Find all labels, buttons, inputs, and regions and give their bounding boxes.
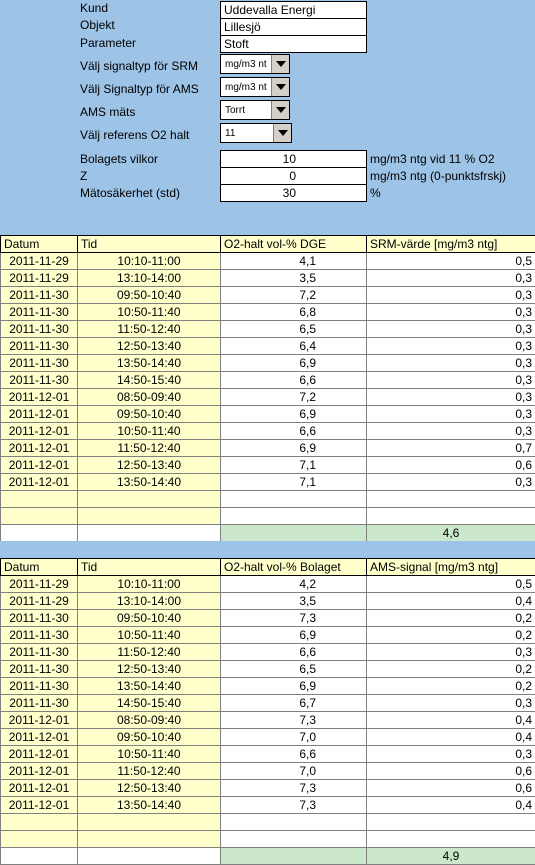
table-empty-row: [1, 831, 535, 848]
matosakerhet-field[interactable]: 30: [220, 184, 367, 202]
value-cell[interactable]: 0,7: [367, 440, 535, 457]
time-cell[interactable]: 11:50-12:40: [78, 321, 221, 338]
time-cell[interactable]: 10:50-11:40: [78, 423, 221, 440]
o2-cell[interactable]: 7,3: [221, 780, 367, 797]
time-cell[interactable]: 09:50-10:40: [78, 610, 221, 627]
table-row: [1, 355, 535, 372]
table-row: [1, 763, 535, 780]
ams-table: [0, 558, 535, 865]
kund-label: Kund: [80, 0, 108, 17]
table-row: [1, 389, 535, 406]
ams-signal-select[interactable]: [220, 77, 290, 97]
table-row: [1, 474, 535, 491]
ams-mats-dropdown-button[interactable]: [271, 101, 289, 119]
o2-cell[interactable]: 3,5: [221, 593, 367, 610]
o2-ref-select[interactable]: [220, 123, 292, 143]
ams-total-cell[interactable]: 4,9: [367, 848, 535, 865]
o2-cell[interactable]: 4,2: [221, 576, 367, 593]
srm-dropdown-button[interactable]: [271, 55, 289, 73]
value-cell[interactable]: 0,3: [367, 746, 535, 763]
table-row: [1, 406, 535, 423]
date-cell[interactable]: 2011-11-30: [1, 610, 78, 627]
o2-ref-value: 11: [221, 128, 273, 139]
objekt-label: Objekt: [80, 17, 115, 34]
o2-cell[interactable]: 3,5: [221, 270, 367, 287]
table-row: [1, 610, 535, 627]
column-header-ams[interactable]: AMS-signal [mg/m3 ntg]: [367, 559, 535, 576]
value-cell[interactable]: 0,5: [367, 253, 535, 270]
value-cell[interactable]: 0,4: [367, 593, 535, 610]
date-cell[interactable]: 2011-12-01: [1, 780, 78, 797]
srm-signal-label: Välj signaltyp för SRM: [80, 58, 198, 75]
table-row: [1, 797, 535, 814]
o2-cell[interactable]: 7,1: [221, 457, 367, 474]
table-header-row: [1, 559, 535, 576]
date-cell[interactable]: 2011-11-30: [1, 338, 78, 355]
date-cell[interactable]: 2011-11-29: [1, 576, 78, 593]
time-cell[interactable]: 08:50-09:40: [78, 389, 221, 406]
date-cell[interactable]: 2011-11-29: [1, 270, 78, 287]
column-header-datum[interactable]: Datum: [1, 236, 78, 253]
srm-signal-select[interactable]: [220, 54, 290, 74]
column-header-o2[interactable]: O2-halt vol-% DGE: [221, 236, 367, 253]
value-cell[interactable]: 0,3: [367, 372, 535, 389]
vilkor-field[interactable]: 10: [220, 150, 367, 168]
vilkor-unit: mg/m3 ntg vid 11 % O2: [370, 151, 495, 168]
o2-cell[interactable]: 6,5: [221, 321, 367, 338]
o2-cell[interactable]: 6,9: [221, 627, 367, 644]
value-cell[interactable]: 0,6: [367, 780, 535, 797]
o2-cell[interactable]: 7,2: [221, 389, 367, 406]
time-cell[interactable]: 10:50-11:40: [78, 627, 221, 644]
o2-cell[interactable]: 7,3: [221, 797, 367, 814]
time-cell[interactable]: 09:50-10:40: [78, 287, 221, 304]
value-cell[interactable]: 0,2: [367, 661, 535, 678]
time-cell[interactable]: 11:50-12:40: [78, 644, 221, 661]
date-cell[interactable]: 2011-12-01: [1, 797, 78, 814]
chevron-down-icon: [278, 130, 288, 136]
date-cell[interactable]: 2011-12-01: [1, 746, 78, 763]
value-cell[interactable]: 0,3: [367, 406, 535, 423]
column-header-tid[interactable]: Tid: [78, 236, 221, 253]
o2-cell[interactable]: 6,7: [221, 695, 367, 712]
table-row: [1, 729, 535, 746]
chevron-down-icon: [276, 84, 286, 90]
ams-signal-value: mg/m3 nt: [221, 82, 271, 93]
date-cell[interactable]: 2011-12-01: [1, 389, 78, 406]
date-cell[interactable]: 2011-12-01: [1, 763, 78, 780]
o2-cell[interactable]: 6,8: [221, 304, 367, 321]
o2-cell[interactable]: 6,5: [221, 661, 367, 678]
kund-field[interactable]: Uddevalla Energi: [220, 1, 367, 19]
table-total-row: [1, 848, 535, 865]
table-row: [1, 321, 535, 338]
chevron-down-icon: [276, 107, 286, 113]
value-cell[interactable]: 0,5: [367, 576, 535, 593]
value-cell[interactable]: 0,3: [367, 695, 535, 712]
table-row: [1, 780, 535, 797]
table-row: [1, 253, 535, 270]
srm-total-cell[interactable]: 4,6: [367, 525, 535, 542]
date-cell[interactable]: 2011-11-30: [1, 321, 78, 338]
value-cell[interactable]: 0,2: [367, 678, 535, 695]
time-cell[interactable]: 13:50-14:40: [78, 355, 221, 372]
o2-cell[interactable]: 4,1: [221, 253, 367, 270]
value-cell[interactable]: 0,3: [367, 474, 535, 491]
table-row: [1, 423, 535, 440]
time-cell[interactable]: 12:50-13:40: [78, 338, 221, 355]
value-cell[interactable]: 0,3: [367, 304, 535, 321]
column-header-srm[interactable]: SRM-värde [mg/m3 ntg]: [367, 236, 535, 253]
time-cell[interactable]: 13:50-14:40: [78, 678, 221, 695]
time-cell[interactable]: 09:50-10:40: [78, 729, 221, 746]
time-cell[interactable]: 10:10-11:00: [78, 253, 221, 270]
date-cell[interactable]: 2011-11-30: [1, 304, 78, 321]
value-cell[interactable]: 0,2: [367, 610, 535, 627]
value-cell[interactable]: 0,3: [367, 338, 535, 355]
ams-dropdown-button[interactable]: [271, 78, 289, 96]
time-cell[interactable]: 12:50-13:40: [78, 780, 221, 797]
table-row: [1, 593, 535, 610]
value-cell[interactable]: 0,3: [367, 355, 535, 372]
date-cell[interactable]: 2011-12-01: [1, 423, 78, 440]
srm-signal-value: mg/m3 nt: [221, 59, 271, 70]
table-row: [1, 695, 535, 712]
column-header-tid[interactable]: Tid: [78, 559, 221, 576]
o2-cell[interactable]: 6,9: [221, 678, 367, 695]
date-cell[interactable]: 2011-11-29: [1, 253, 78, 270]
o2-cell[interactable]: 6,4: [221, 338, 367, 355]
value-cell[interactable]: 0,3: [367, 644, 535, 661]
date-cell[interactable]: 2011-12-01: [1, 712, 78, 729]
table-header-row: [1, 236, 535, 253]
time-cell[interactable]: 13:10-14:00: [78, 270, 221, 287]
chevron-down-icon: [276, 61, 286, 67]
o2-cell[interactable]: 6,6: [221, 746, 367, 763]
time-cell[interactable]: 10:10-11:00: [78, 576, 221, 593]
ams-mats-value: Torrt: [221, 105, 271, 116]
table-row: [1, 270, 535, 287]
parameter-label: Parameter: [80, 35, 136, 52]
parameter-field[interactable]: Stoft: [220, 35, 367, 53]
table-empty-row: [1, 491, 535, 508]
o2-cell[interactable]: 6,6: [221, 644, 367, 661]
date-cell[interactable]: 2011-12-01: [1, 457, 78, 474]
o2-cell[interactable]: 7,1: [221, 474, 367, 491]
o2-cell[interactable]: 7,3: [221, 610, 367, 627]
time-cell[interactable]: 12:50-13:40: [78, 661, 221, 678]
srm-table: [0, 235, 535, 542]
table-row: [1, 644, 535, 661]
date-cell[interactable]: 2011-11-30: [1, 372, 78, 389]
z-label: Z: [80, 168, 87, 185]
column-header-o2-bolaget[interactable]: O2-halt vol-% Bolaget: [221, 559, 367, 576]
date-cell[interactable]: 2011-11-30: [1, 627, 78, 644]
vilkor-label: Bolagets vilkor: [80, 151, 158, 168]
o2-ref-dropdown-button[interactable]: [273, 124, 291, 142]
date-cell[interactable]: 2011-12-01: [1, 474, 78, 491]
date-cell[interactable]: 2011-11-30: [1, 644, 78, 661]
table-row: [1, 304, 535, 321]
o2-cell[interactable]: 6,6: [221, 372, 367, 389]
table-row: [1, 746, 535, 763]
time-cell[interactable]: 09:50-10:40: [78, 406, 221, 423]
z-unit: mg/m3 ntg (0-punktsfrskj): [370, 168, 506, 185]
table-total-row: [1, 525, 535, 542]
matosakerhet-label: Mätosäkerhet (std): [80, 185, 180, 202]
value-cell[interactable]: 0,3: [367, 321, 535, 338]
value-cell[interactable]: 0,3: [367, 270, 535, 287]
time-cell[interactable]: 10:50-11:40: [78, 746, 221, 763]
date-cell[interactable]: 2011-11-29: [1, 593, 78, 610]
date-cell[interactable]: 2011-11-30: [1, 661, 78, 678]
date-cell[interactable]: 2011-12-01: [1, 729, 78, 746]
o2-cell[interactable]: 6,9: [221, 406, 367, 423]
o2-cell[interactable]: 7,2: [221, 287, 367, 304]
date-cell[interactable]: 2011-11-30: [1, 287, 78, 304]
o2-cell[interactable]: 6,9: [221, 355, 367, 372]
table-row: [1, 457, 535, 474]
table-row: [1, 712, 535, 729]
objekt-field[interactable]: Lillesjö: [220, 18, 367, 36]
time-cell[interactable]: 13:50-14:40: [78, 474, 221, 491]
value-cell[interactable]: 0,6: [367, 457, 535, 474]
table-row: [1, 576, 535, 593]
table-empty-row: [1, 814, 535, 831]
value-cell[interactable]: 0,3: [367, 389, 535, 406]
time-cell[interactable]: 11:50-12:40: [78, 763, 221, 780]
table-row: [1, 372, 535, 389]
o2-cell[interactable]: 6,9: [221, 440, 367, 457]
ams-signal-label: Välj Signaltyp för AMS: [80, 81, 199, 98]
value-cell[interactable]: 0,4: [367, 729, 535, 746]
table-row: [1, 440, 535, 457]
table-row: [1, 627, 535, 644]
date-cell[interactable]: 2011-12-01: [1, 406, 78, 423]
time-cell[interactable]: 10:50-11:40: [78, 304, 221, 321]
date-cell[interactable]: 2011-11-30: [1, 678, 78, 695]
value-cell[interactable]: 0,4: [367, 712, 535, 729]
time-cell[interactable]: 13:10-14:00: [78, 593, 221, 610]
time-cell[interactable]: 14:50-15:40: [78, 695, 221, 712]
o2-cell[interactable]: 7,0: [221, 729, 367, 746]
time-cell[interactable]: 13:50-14:40: [78, 797, 221, 814]
value-cell[interactable]: 0,2: [367, 627, 535, 644]
value-cell[interactable]: 0,3: [367, 423, 535, 440]
ams-mats-label: AMS mäts: [80, 104, 135, 121]
o2-cell[interactable]: 7,0: [221, 763, 367, 780]
o2-cell[interactable]: 7,3: [221, 712, 367, 729]
o2-ref-label: Välj referens O2 halt: [80, 127, 189, 144]
ams-mats-select[interactable]: [220, 100, 290, 120]
date-cell[interactable]: 2011-12-01: [1, 440, 78, 457]
table-row: [1, 661, 535, 678]
value-cell[interactable]: 0,6: [367, 763, 535, 780]
z-field[interactable]: 0: [220, 167, 367, 185]
value-cell[interactable]: 0,3: [367, 287, 535, 304]
date-cell[interactable]: 2011-11-30: [1, 695, 78, 712]
matosakerhet-unit: %: [370, 185, 381, 202]
time-cell[interactable]: 14:50-15:40: [78, 372, 221, 389]
time-cell[interactable]: 11:50-12:40: [78, 440, 221, 457]
date-cell[interactable]: 2011-11-30: [1, 355, 78, 372]
time-cell[interactable]: 08:50-09:40: [78, 712, 221, 729]
time-cell[interactable]: 12:50-13:40: [78, 457, 221, 474]
table-row: [1, 678, 535, 695]
o2-cell[interactable]: 6,6: [221, 423, 367, 440]
table-row: [1, 338, 535, 355]
column-header-datum[interactable]: Datum: [1, 559, 78, 576]
value-cell[interactable]: 0,4: [367, 797, 535, 814]
table-row: [1, 287, 535, 304]
section-separator: [0, 541, 535, 558]
table-empty-row: [1, 508, 535, 525]
